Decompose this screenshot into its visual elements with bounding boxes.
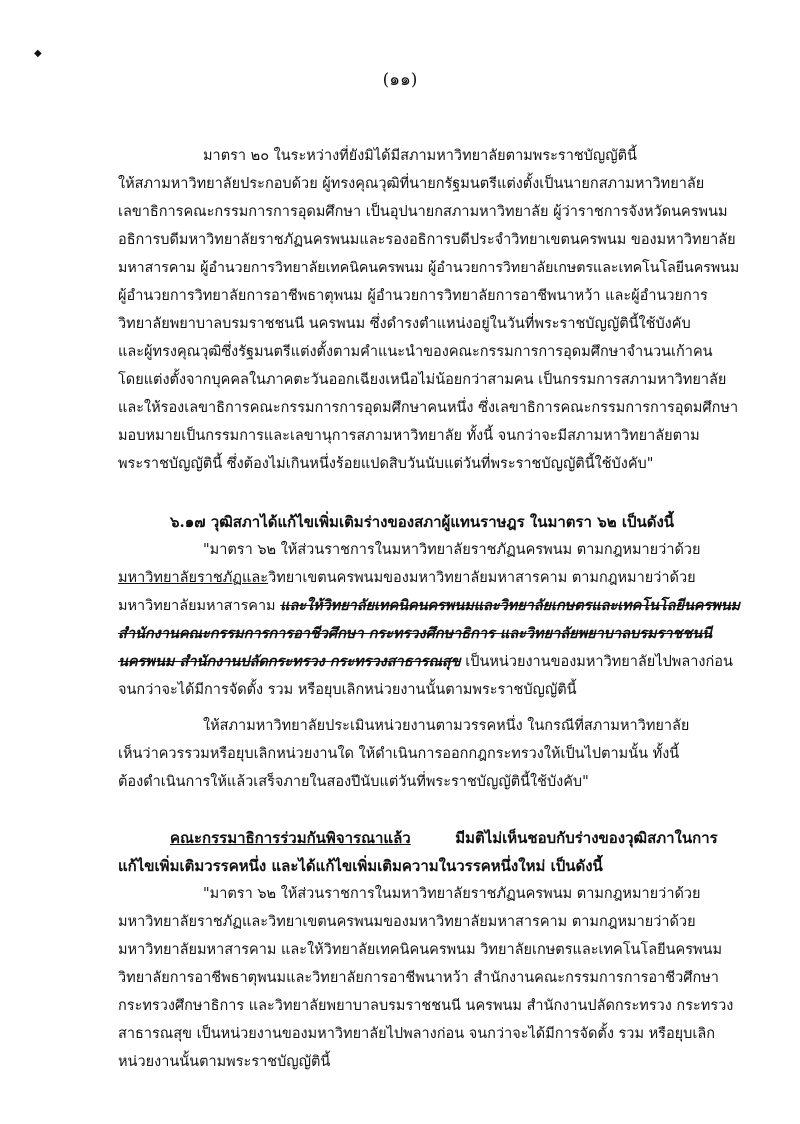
paragraph-line: ให้สภามหาวิทยาลัยประกอบด้วย ผู้ทรงคุณวุฒิที่นายกรัฐมนตรีแต่งตั้งเป็นนายกสภามหาวิทยาลัย [118, 176, 705, 192]
paragraph-line: ผู้อำนวยการวิทยาลัยการอาชีพธาตุพนม ผู้อำนวยการวิทยาลัยการอาชีพนาหว้า และผู้อำนวยการ [118, 288, 708, 304]
paragraph-line: หน่วยงานนั้นตามพระราชบัญญัตินี้ [118, 1054, 331, 1070]
underlined-text: และ [242, 570, 269, 586]
paragraph-line: "มาตรา ๖๒ ให้ส่วนราชการในมหาวิทยาลัยราชภัฏนครพนม ตามกฎหมายว่าด้วย [203, 542, 701, 558]
paragraph-line: กระทรวงศึกษาธิการ และวิทยาลัยพยาบาลบรมราชชนนี นครพนม สำนักงานปลัดกระทรวง กระทรวง [118, 998, 734, 1014]
committee-heading-rest: มีมติไม่เห็นชอบกับร่างของวุฒิสภาในการ [455, 829, 718, 847]
paragraph-line: มหาวิทยาลัยมหาสารคาม และให้วิทยาลัยเทคนิคนครพนม วิทยาลัยเกษตรและเทคโนโลยีนครพนม [118, 942, 723, 958]
paragraph-line: อธิการบดีมหาวิทยาลัยราชภัฏนครพนมและรองอธิการบดีประจำวิทยาเขตนครพนม ของมหาวิทยาลัย [118, 232, 736, 248]
paragraph-line [118, 597, 740, 615]
paragraph-line [118, 569, 696, 587]
paragraph-line: โดยแต่งตั้งจากบุคคลในภาคตะวันออกเฉียงเหนือไม่น้อยกว่าสามคน เป็นกรรมการสภามหาวิทยาลัย [118, 372, 727, 388]
paragraph-line: จนกว่าจะได้มีการจัดตั้ง รวม หรือยุบเลิกหน่วยงานนั้นตามพระราชบัญญัตินี้ [118, 682, 577, 698]
struck-text: นครพนม สำนักงานปลัดกระทรวง กระทรวงสาธารณสุข [118, 653, 461, 670]
paragraph-line: มหาสารคาม ผู้อำนวยการวิทยาลัยเทคนิคนครพนม ผู้อำนวยการวิทยาลัยเกษตรและเทคโนโลยีนครพนม [118, 260, 740, 276]
committee-heading-underlined: คณะกรรมาธิการร่วมกันพิจารณาแล้ว [170, 829, 411, 847]
paragraph-line: มหาวิทยาลัยราชภัฏและวิทยาเขตนครพนมของมหาวิทยาลัยมหาสารคาม ตามกฎหมายว่าด้วย [118, 914, 696, 930]
paragraph-line [118, 653, 733, 671]
paragraph-line: เห็นว่าควรรวมหรือยุบเลิกหน่วยงานใด ให้ดำเนินการออกกฎกระทรวงให้เป็นไปตามนั้น ทั้งนี้ [118, 746, 680, 762]
paragraph-line: สาธารณสุข เป็นหน่วยงานของมหาวิทยาลัยไปพลางก่อน จนกว่าจะได้มีการจัดตั้ง รวม หรือยุบเลิก [118, 1026, 715, 1042]
paragraph-line: มาตรา ๒๐ ในระหว่างที่ยังมิได้มีสภามหาวิทยาลัยตามพระราชบัญญัตินี้ [203, 148, 637, 164]
paragraph-line: และผู้ทรงคุณวุฒิซึ่งรัฐมนตรีแต่งตั้งตามคำแนะนำของคณะกรรมการการอุดมศึกษาจำนวนเก้าคน [118, 344, 713, 360]
paragraph-line: และให้รองเลขาธิการคณะกรรมการการอุดมศึกษาคนหนึ่ง ซึ่งเลขาธิการคณะกรรมการการอุดมศึกษา [118, 400, 739, 416]
section-heading-line2: แก้ไขเพิ่มเติมวรรคหนึ่ง และได้แก้ไขเพิ่มเติมความในวรรคหนึ่งใหม่ เป็นดังนี้ [118, 857, 603, 875]
struck-text: สำนักงานคณะกรรมการการอาชีวศึกษา กระทรวงศึกษาธิการ และวิทยาลัยพยาบาลบรมราชชนนี [118, 625, 713, 642]
page-number: (๑๑) [382, 70, 418, 90]
struck-text: และให้วิทยาลัยเทคนิคนครพนมและวิทยาลัยเกษตรและเทคโนโลยีนครพนม [280, 597, 741, 614]
paragraph-line: วิทยาลัยพยาบาลบรมราชชนนี นครพนม ซึ่งดำรงตำแหน่งอยู่ในวันที่พระราชบัญญัตินี้ใช้บังคับ [118, 316, 691, 332]
paragraph-line: พระราชบัญญัตินี้ ซึ่งต้องไม่เกินหนึ่งร้อยแปดสิบวันนับแต่วันที่พระราชบัญญัตินี้ใช้บังคับ" [118, 456, 654, 472]
underlined-text: มหาวิทยาลัยราชภัฏ [118, 570, 243, 586]
section-heading [170, 829, 718, 847]
paragraph-line: วิทยาลัยการอาชีพธาตุพนมและวิทยาลัยการอาชีพนาหว้า สำนักงานคณะกรรมการการอาชีวศึกษา [118, 970, 719, 986]
paragraph-line: "มาตรา ๖๒ ให้ส่วนราชการในมหาวิทยาลัยราชภัฏนครพนม ตามกฎหมายว่าด้วย [203, 886, 701, 902]
paragraph-line: มอบหมายเป็นกรรมการและเลขานุการสภามหาวิทยาลัย ทั้งนี้ จนกว่าจะมีสภามหาวิทยาลัยตาม [118, 428, 700, 444]
section-heading: ๖.๑๗ วุฒิสภาได้แก้ไขเพิ่มเติมร่างของสภาผู้แทนราษฎร ในมาตรา ๖๒ เป็นดังนี้ [170, 513, 675, 531]
text-segment: มหาวิทยาลัยมหาสารคาม [118, 598, 281, 614]
paragraph-line: ให้สภามหาวิทยาลัยประเมินหน่วยงานตามวรรคหนึ่ง ในกรณีที่สภามหาวิทยาลัย [203, 718, 690, 734]
text-segment: เป็นหน่วยงานของมหาวิทยาลัยไปพลางก่อน [460, 654, 733, 670]
paragraph-line: ต้องดำเนินการให้แล้วเสร็จภายในสองปีนับแต่วันที่พระราชบัญญัตินี้ใช้บังคับ" [118, 774, 589, 790]
paragraph-line [118, 625, 712, 643]
bullet-mark-icon: ◆ [34, 48, 42, 59]
text-segment: วิทยาเขตนครพนมของมหาวิทยาลัยมหาสารคาม ตามกฎหมายว่าด้วย [268, 570, 696, 586]
paragraph-line: เลขาธิการคณะกรรมการการอุดมศึกษา เป็นอุปนายกสภามหาวิทยาลัย ผู้ว่าราชการจังหวัดนครพนม [118, 204, 728, 220]
